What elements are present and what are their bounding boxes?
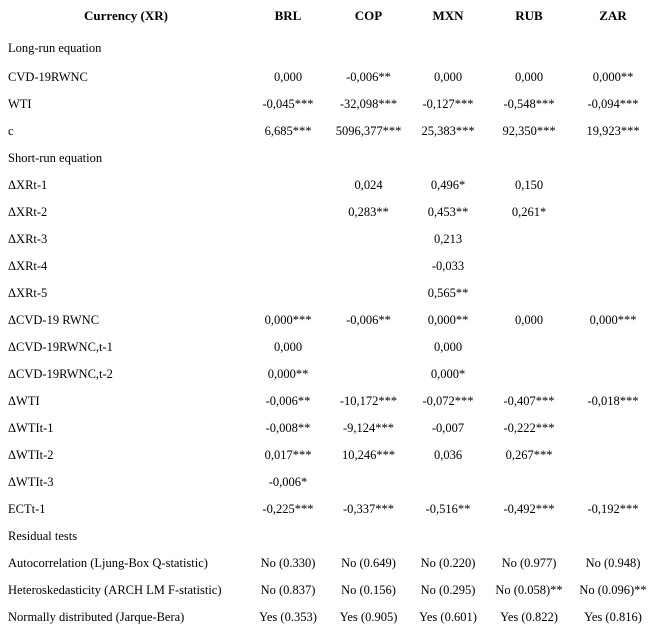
- table-cell: 25,383***: [421, 124, 475, 138]
- table-cell: Yes (0.353): [259, 610, 317, 624]
- row-label: Long-run equation: [8, 40, 102, 55]
- table-cell: -0,007: [431, 421, 465, 435]
- table-cell: [573, 199, 653, 226]
- table-cell: [573, 334, 653, 361]
- table-cell: [250, 523, 326, 550]
- table-cell: [485, 145, 573, 172]
- table-cell: [573, 523, 653, 550]
- table-cell: 0,017***: [264, 448, 312, 462]
- row-label: ΔCVD-19RWNC,t-2: [8, 367, 113, 381]
- table-cell: [250, 32, 326, 64]
- header-cell-brl: BRL: [274, 8, 302, 23]
- table-cell: -0,008**: [265, 421, 311, 435]
- table-cell: [485, 334, 573, 361]
- table-cell: [250, 172, 326, 199]
- table-cell: 0,000***: [589, 313, 637, 327]
- table-cell: -10,172***: [339, 394, 398, 408]
- table-row: [2, 469, 653, 496]
- table-cell: 0,565**: [427, 286, 469, 300]
- table-cell: 0,453**: [427, 205, 469, 219]
- table-cell: No (0.977): [501, 556, 557, 570]
- table-cell: [326, 469, 411, 496]
- table-cell: 10,246***: [341, 448, 396, 462]
- table-cell: [411, 523, 485, 550]
- table-cell: No (0.220): [420, 556, 476, 570]
- table-row: [2, 415, 653, 442]
- table-row: [2, 496, 653, 523]
- table-cell: 0,000: [514, 70, 544, 84]
- table-cell: 0,283**: [348, 205, 389, 219]
- table-cell: [326, 226, 411, 253]
- table-cell: -0,222***: [503, 421, 555, 435]
- table-cell: -0,045***: [262, 97, 314, 111]
- table-row: [2, 604, 653, 631]
- table-row: [2, 226, 653, 253]
- table-cell: [485, 469, 573, 496]
- table-cell: 0,000**: [427, 313, 469, 327]
- table-cell: -0,516**: [425, 502, 471, 516]
- table-cell: [485, 32, 573, 64]
- table-row: [2, 442, 653, 469]
- table-cell: [250, 253, 326, 280]
- table-cell: 0,036: [433, 448, 463, 462]
- table-row: [2, 361, 653, 388]
- table-cell: -0,192***: [587, 502, 639, 516]
- table-cell: [326, 280, 411, 307]
- table-row: [2, 550, 653, 577]
- table-cell: [326, 334, 411, 361]
- table-cell: [573, 145, 653, 172]
- table-cell: [250, 280, 326, 307]
- table-cell: -0,033: [431, 259, 465, 273]
- header-row: [2, 0, 653, 32]
- row-label: CVD-19RWNC: [8, 70, 88, 84]
- table-cell: Yes (0.816): [584, 610, 642, 624]
- table-cell: [573, 253, 653, 280]
- table-cell: [573, 415, 653, 442]
- table-cell: Yes (0.905): [339, 610, 398, 624]
- table-row: [2, 91, 653, 118]
- table-cell: 6,685***: [264, 124, 312, 138]
- table-cell: -0,006*: [268, 475, 308, 489]
- table-cell: 0,000: [273, 340, 303, 354]
- header-cell-zar: ZAR: [599, 8, 627, 23]
- row-label: Autocorrelation (Ljung-Box Q-statistic): [8, 556, 208, 570]
- header-cell-rub: RUB: [515, 8, 543, 23]
- table-cell: -0,407***: [503, 394, 555, 408]
- table-row: [2, 523, 653, 550]
- row-label: ECTt-1: [8, 502, 46, 516]
- row-label: WTI: [8, 97, 32, 111]
- table-cell: 0,213: [433, 232, 463, 246]
- table-cell: No (0.295): [420, 583, 476, 597]
- table-cell: [485, 280, 573, 307]
- table-row: [2, 577, 653, 604]
- row-label: ΔXRt-2: [8, 205, 48, 219]
- table-cell: 0,000: [273, 70, 303, 84]
- row-label: ΔWTIt-1: [8, 421, 54, 435]
- table-cell: -0,225***: [262, 502, 314, 516]
- table-cell: [411, 145, 485, 172]
- table-cell: 0,000: [433, 340, 463, 354]
- header-cell-currency: Currency (XR): [84, 8, 168, 23]
- table-cell: No (0.156): [341, 583, 396, 597]
- table-cell: [326, 32, 411, 64]
- table-cell: [411, 32, 485, 64]
- table-cell: [411, 469, 485, 496]
- table-cell: -0,492***: [503, 502, 555, 516]
- table-cell: Yes (0.822): [500, 610, 558, 624]
- table-row: [2, 307, 653, 334]
- table-row: [2, 199, 653, 226]
- table-row: [2, 388, 653, 415]
- table-cell: -0,094***: [587, 97, 639, 111]
- row-label: ΔCVD-19RWNC,t-1: [8, 340, 113, 354]
- table-cell: No (0.837): [260, 583, 316, 597]
- row-label: ΔXRt-5: [8, 286, 48, 300]
- table-cell: -9,124***: [342, 421, 395, 435]
- table-cell: No (0.058)**: [495, 583, 563, 597]
- table-cell: [573, 442, 653, 469]
- table-cell: 0,000: [514, 313, 544, 327]
- table-cell: [573, 280, 653, 307]
- table-cell: -0,006**: [265, 394, 311, 408]
- table-cell: 0,000**: [592, 70, 634, 84]
- table-cell: [250, 199, 326, 226]
- table-body: [2, 32, 653, 631]
- row-label: ΔCVD-19 RWNC: [8, 313, 100, 327]
- table-row: [2, 118, 653, 145]
- table-cell: -0,018***: [587, 394, 639, 408]
- row-label: Residual tests: [8, 529, 78, 543]
- table-cell: No (0.649): [341, 556, 396, 570]
- table-cell: -0,006**: [346, 70, 391, 84]
- table-cell: [573, 172, 653, 199]
- table-cell: 0,261*: [511, 205, 547, 219]
- table-cell: [485, 226, 573, 253]
- header-cell-mxn: MXN: [432, 8, 464, 23]
- table-cell: 92,350***: [502, 124, 556, 138]
- row-label: Normally distributed (Jarque-Bera): [8, 610, 185, 624]
- table-cell: No (0.330): [260, 556, 316, 570]
- table-cell: [573, 361, 653, 388]
- row-label: ΔWTIt-2: [8, 448, 54, 462]
- row-label: ΔXRt-3: [8, 232, 48, 246]
- table-cell: 0,150: [514, 178, 544, 192]
- table-cell: [250, 145, 326, 172]
- table-row: [2, 32, 653, 64]
- table-cell: [573, 32, 653, 64]
- table-row: [2, 172, 653, 199]
- table-cell: -0,127***: [422, 97, 474, 111]
- row-label: ΔWTI: [8, 394, 40, 408]
- table-row: [2, 64, 653, 91]
- table-cell: 0,024: [354, 178, 383, 192]
- table-cell: 0,267***: [505, 448, 553, 462]
- table-cell: [485, 523, 573, 550]
- table-cell: [573, 226, 653, 253]
- table-cell: Yes (0.601): [419, 610, 477, 624]
- table-cell: [573, 469, 653, 496]
- table-cell: -0,072***: [422, 394, 474, 408]
- header-cell-cop: COP: [354, 8, 383, 23]
- table-cell: -0,337***: [342, 502, 395, 516]
- table-row: [2, 280, 653, 307]
- table-cell: 0,000**: [267, 367, 309, 381]
- row-label: ΔXRt-1: [8, 178, 48, 192]
- table-row: [2, 334, 653, 361]
- table-cell: [326, 145, 411, 172]
- table-cell: [485, 361, 573, 388]
- row-label: ΔXRt-4: [8, 259, 48, 273]
- table-cell: 5096,377***: [335, 124, 402, 138]
- row-label: Heteroskedasticity (ARCH LM F-statistic): [8, 583, 222, 597]
- table-cell: 19,923***: [586, 124, 640, 138]
- table-cell: -0,548***: [503, 97, 555, 111]
- table-cell: No (0.948): [585, 556, 641, 570]
- row-label: ΔWTIt-3: [8, 475, 54, 489]
- table-cell: [485, 253, 573, 280]
- table-cell: [326, 361, 411, 388]
- table-row: [2, 253, 653, 280]
- table-cell: 0,000***: [264, 313, 312, 327]
- table-cell: [326, 523, 411, 550]
- table-cell: -32,098***: [339, 97, 398, 111]
- table-cell: -0,006**: [346, 313, 391, 327]
- table-cell: No (0.096)**: [579, 583, 647, 597]
- table-cell: 0,000: [433, 70, 463, 84]
- row-label: Short-run equation: [8, 151, 103, 165]
- table-cell: 0,000*: [430, 367, 466, 381]
- table-row: [2, 145, 653, 172]
- row-label: c: [8, 124, 14, 138]
- table-cell: 0,496*: [430, 178, 466, 192]
- results-table: [2, 0, 653, 631]
- table-cell: [250, 226, 326, 253]
- table-cell: [326, 253, 411, 280]
